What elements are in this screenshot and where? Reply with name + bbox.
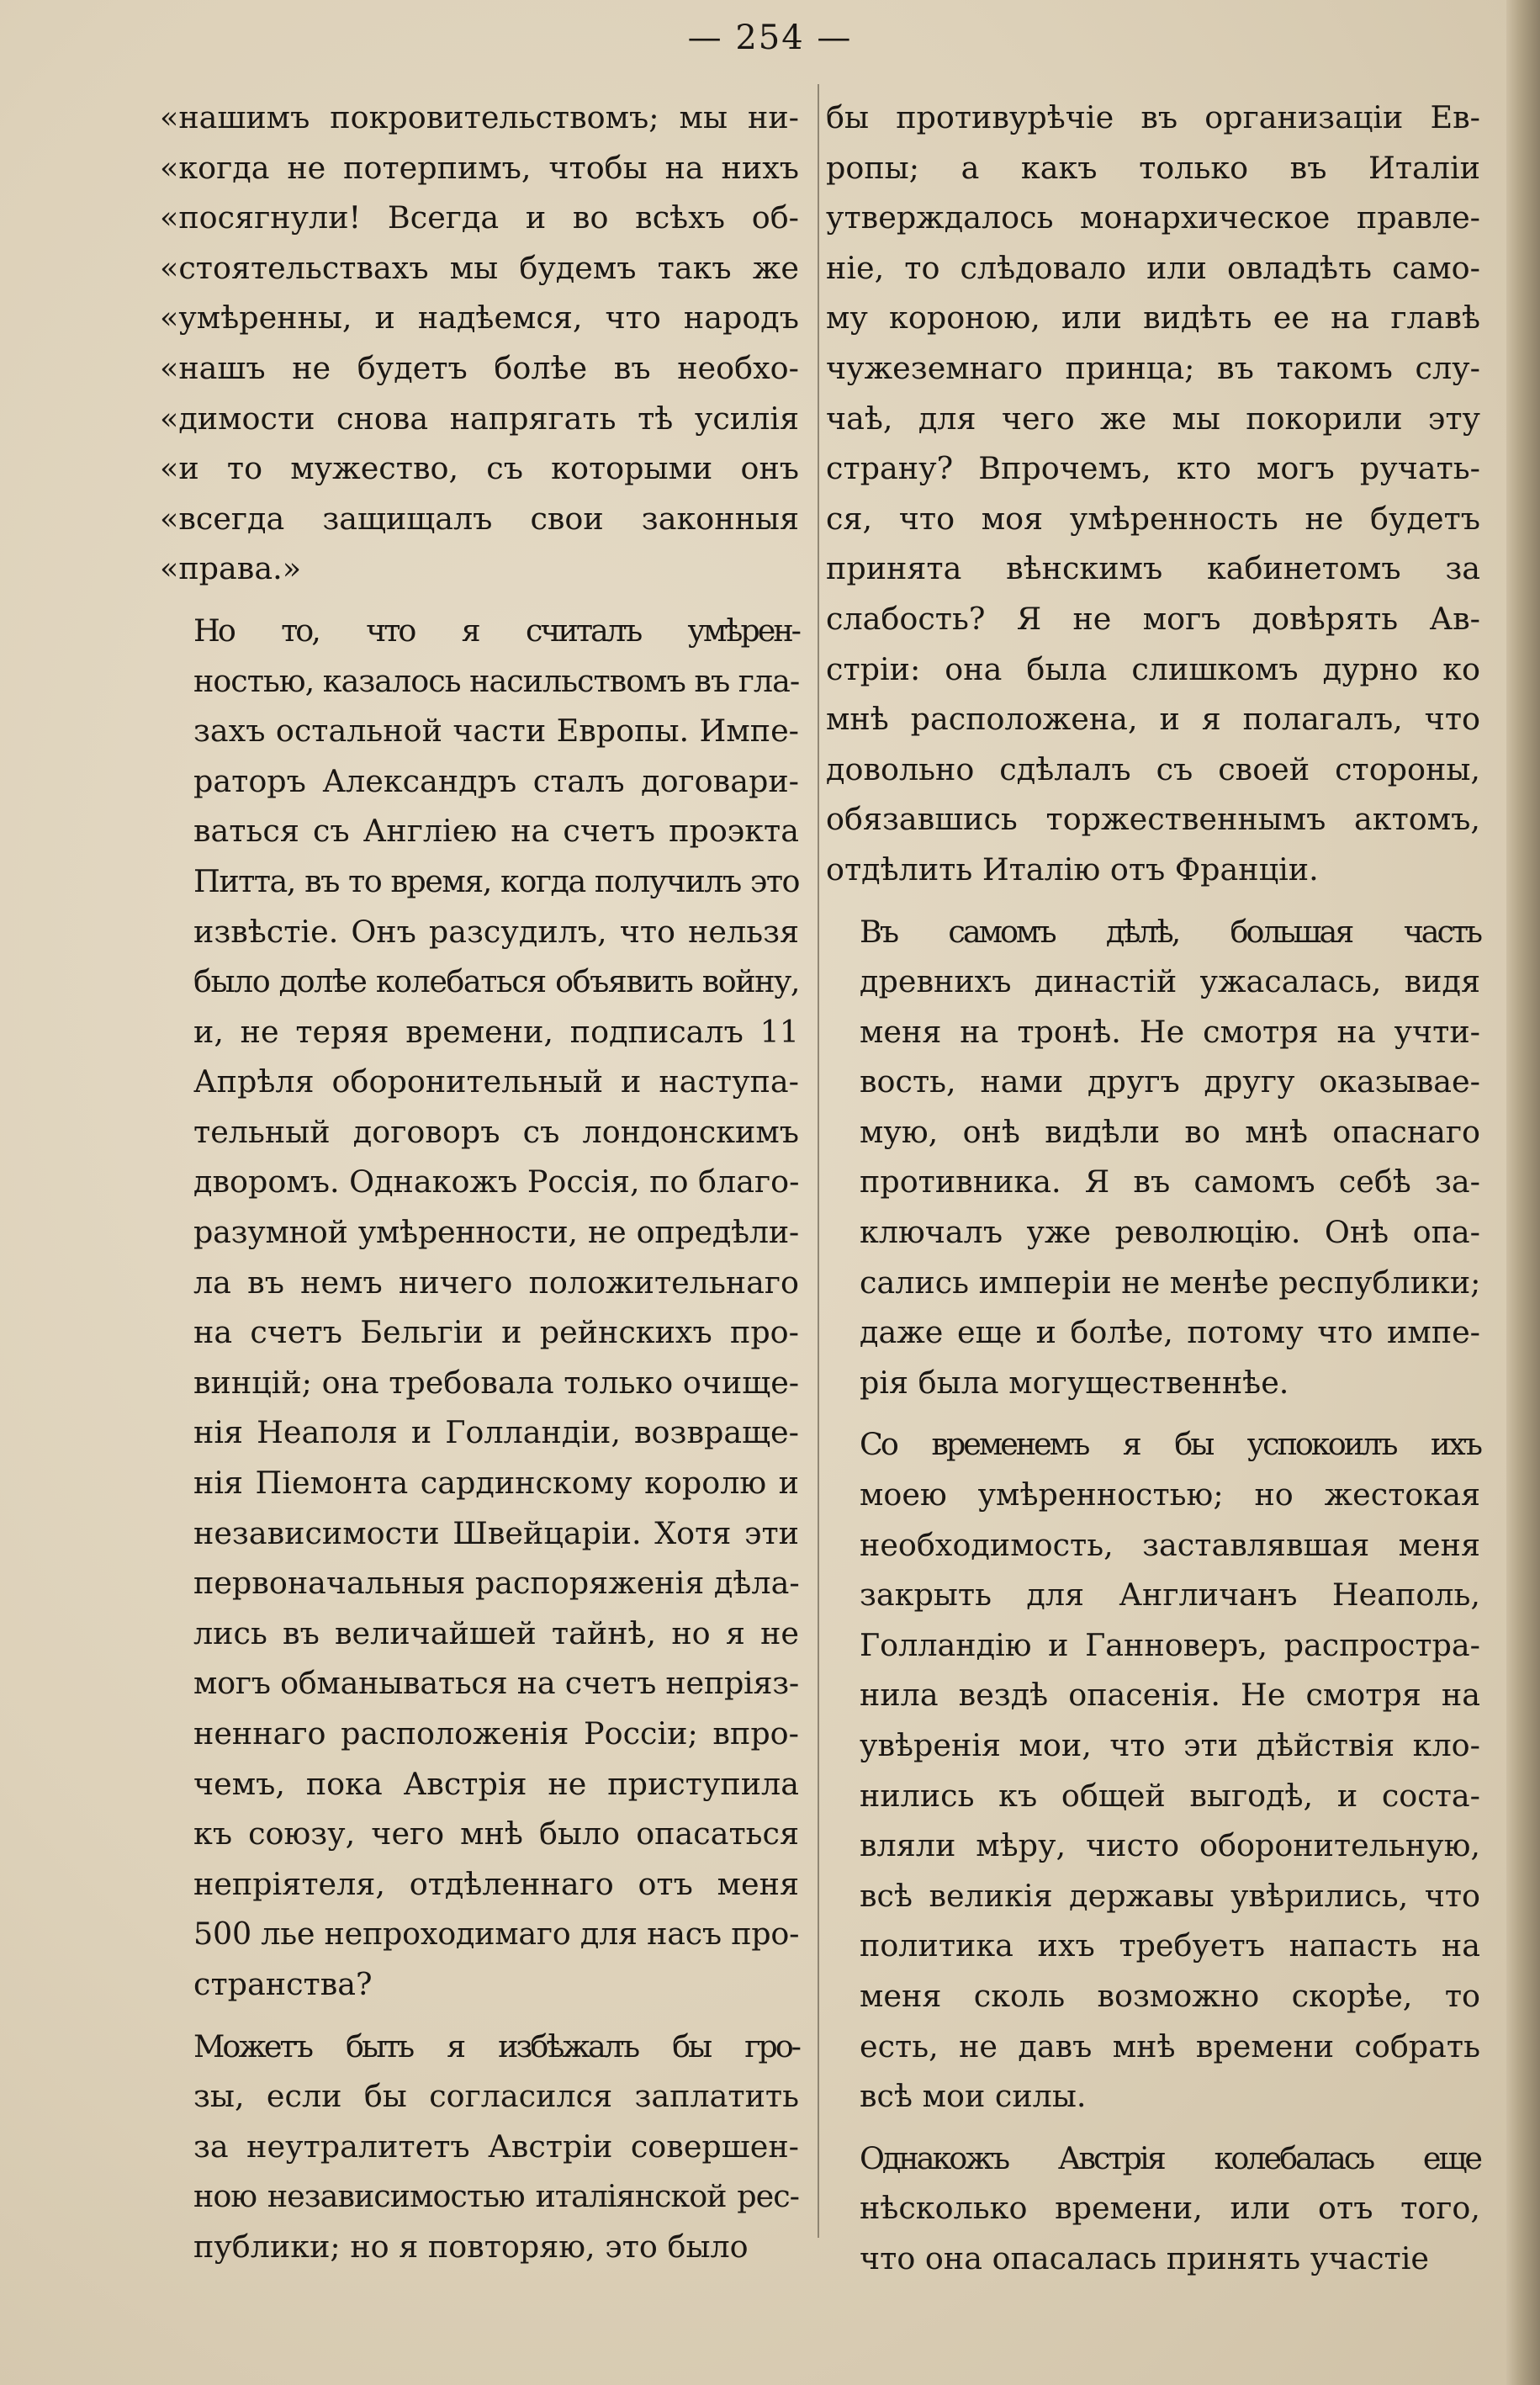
text-line: всѣ мои силы.	[860, 2078, 1087, 2115]
text-line: древнихъ династій ужасалась, видя	[860, 963, 1480, 1000]
text-line: нила вездѣ опасенія. Не смотря на	[860, 1677, 1480, 1714]
text-line: и, не теряя времени, подписалъ 11	[193, 1013, 799, 1050]
text-line: захъ остальной части Европы. Импе-	[193, 713, 799, 750]
column-divider	[818, 84, 819, 2238]
text-line: меня на тронѣ. Не смотря на учти-	[860, 1013, 1480, 1050]
text-line: обязавшись торжественнымъ актомъ,	[826, 801, 1480, 838]
text-line: «когда не потерпимъ, чтобы на нихъ	[160, 149, 799, 186]
paragraph	[160, 606, 799, 2010]
paragraph	[826, 1419, 1480, 2121]
text-line: меня сколь возможно скорѣе, то	[860, 1977, 1480, 2014]
text-line: му короною, или видѣть ее на главѣ	[826, 299, 1480, 337]
text-line: чаѣ, для чего же мы покорили эту	[826, 400, 1480, 437]
text-line: Голландію и Ганноверъ, распростра-	[860, 1626, 1480, 1663]
paragraph	[826, 2133, 1480, 2284]
text-line: нія Неаполя и Голландіи, возвраще-	[193, 1414, 799, 1451]
text-line: неннаго расположенія Россіи; впро-	[193, 1715, 799, 1752]
text-line: утверждалось монархическое правле-	[826, 199, 1480, 236]
text-line: сались имперіи не менѣе республики;	[860, 1264, 1481, 1301]
text-line: чужеземнаго принца; въ такомъ слу-	[826, 349, 1480, 386]
text-line: лись въ величайшей тайнѣ, но я не	[193, 1614, 799, 1651]
text-line: Но то, что я считалъ умѣрен-	[193, 612, 799, 649]
text-line: нѣсколько времени, или отъ того,	[860, 2190, 1480, 2227]
text-line: Питта, въ то время, когда получилъ это	[193, 862, 799, 899]
text-line: ся, что моя умѣренность не будетъ	[826, 500, 1480, 537]
text-line: «стоятельствахъ мы будемъ такъ же	[160, 249, 799, 286]
text-line: моею умѣренностью; но жестокая	[860, 1476, 1480, 1513]
text-line: «нашимъ покровительствомъ; мы ни-	[160, 99, 799, 135]
page-number: — 254 —	[687, 19, 853, 57]
text-line: бы противурѣчіе въ организаціи Ев-	[826, 99, 1480, 135]
text-line: публики; но я повторяю, это было	[193, 2228, 749, 2265]
text-line: слабость? Я не могъ довѣрять Ав-	[826, 600, 1480, 637]
text-line: непріятеля, отдѣленнаго отъ меня	[193, 1865, 799, 1902]
text-line: ключалъ уже революцію. Онѣ опа-	[860, 1214, 1480, 1251]
text-line: всѣ великія державы увѣрились, что	[860, 1877, 1480, 1914]
text-line: дворомъ. Однакожъ Россія, по благо-	[193, 1163, 800, 1200]
paragraph	[160, 2022, 799, 2272]
text-line: извѣстіе. Онъ разсудилъ, что нельзя	[193, 913, 799, 950]
text-line: разумной умѣренности, не опредѣли-	[193, 1214, 799, 1251]
right-column	[826, 93, 1480, 2296]
text-line: винцій; она требовала только очище-	[193, 1364, 800, 1401]
text-line: необходимость, заставлявшая меня	[860, 1526, 1480, 1563]
text-line: вость, нами другъ другу оказывае-	[860, 1063, 1480, 1100]
text-line: «умѣренны, и надѣемся, что народъ	[160, 299, 799, 337]
page-edge	[1506, 0, 1540, 2385]
text-line: «всегда защищалъ свои законныя	[160, 500, 799, 537]
text-line: ною независимостью италіянской рес-	[193, 2178, 799, 2215]
text-line: «нашъ не будетъ болѣе въ необхо-	[160, 349, 799, 386]
text-line: «и то мужество, съ которыми онъ	[160, 450, 799, 487]
text-line: отдѣлить Италію отъ Франціи.	[826, 851, 1319, 888]
text-line: было долѣе колебаться объявить войну,	[193, 963, 799, 1000]
text-line: мую, онѣ видѣли во мнѣ опаснаго	[860, 1113, 1480, 1150]
text-line: Апрѣля оборонительный и наступа-	[193, 1063, 799, 1100]
paragraph	[826, 907, 1480, 1408]
text-line: стріи: она была слишкомъ дурно ко	[826, 650, 1480, 687]
paragraph	[826, 93, 1480, 895]
text-line: раторъ Александръ сталъ договари-	[193, 762, 799, 799]
text-line: что она опасалась принять участіе	[860, 2239, 1430, 2276]
text-line: «посягнули! Всегда и во всѣхъ об-	[160, 199, 799, 236]
text-line: страну? Впрочемъ, кто могъ ручать-	[826, 450, 1480, 487]
text-line: увѣренія мои, что эти дѣйствія кло-	[860, 1727, 1480, 1763]
text-line: политика ихъ требуетъ напасть на	[860, 1927, 1480, 1964]
text-line: нія Піемонта сардинскому королю и	[193, 1465, 799, 1502]
text-line: ніе, то слѣдовало или овладѣть само-	[826, 249, 1480, 286]
text-line: ропы; а какъ только въ Италіи	[826, 149, 1480, 186]
text-line: Въ самомъ дѣлѣ, большая часть	[860, 913, 1480, 950]
text-line: на счетъ Бельгіи и рейнскихъ про-	[193, 1314, 799, 1351]
text-line: за неутралитетъ Австріи совершен-	[193, 2128, 799, 2165]
text-line: мнѣ расположена, и я полагалъ, что	[826, 701, 1480, 738]
text-line: вляли мѣру, чисто оборонительную,	[860, 1827, 1480, 1864]
text-line: Можетъ быть я избѣжалъ бы гро-	[193, 2027, 799, 2064]
text-line: чемъ, пока Австрія не приступила	[193, 1765, 799, 1802]
text-line: ла въ немъ ничего положительнаго	[193, 1264, 799, 1301]
text-line: странства?	[193, 1965, 373, 2002]
text-line: 500 лье непроходимаго для насъ про-	[193, 1916, 800, 1953]
paragraph	[160, 93, 799, 594]
text-line: первоначальныя распоряженія дѣла-	[193, 1565, 800, 1602]
text-line: ностью, казалось насильствомъ въ гла-	[193, 662, 800, 699]
text-line: рія была могущественнѣе.	[860, 1364, 1289, 1401]
text-line: независимости Швейцаріи. Хотя эти	[193, 1514, 799, 1551]
left-column	[160, 93, 799, 2284]
text-line: тельный договоръ съ лондонскимъ	[193, 1113, 799, 1150]
text-line: могъ обманываться на счетъ непріяз-	[193, 1665, 799, 1702]
text-line: «права.»	[160, 550, 302, 587]
text-line: «димости снова напрягать тѣ усилія	[160, 400, 799, 437]
text-line: къ союзу, чего мнѣ было опасаться	[193, 1815, 799, 1852]
text-line: есть, не давъ мнѣ времени собрать	[860, 2027, 1480, 2064]
text-line: закрыть для Англичанъ Неаполь,	[860, 1577, 1480, 1614]
text-line: довольно сдѣлалъ съ своей стороны,	[826, 750, 1480, 787]
text-line: ваться съ Англіею на счетъ проэкта	[193, 813, 799, 850]
text-line: Со временемъ я бы успокоилъ ихъ	[860, 1426, 1480, 1463]
text-line: нились къ общей выгодѣ, и соста-	[860, 1777, 1480, 1814]
text-line: противника. Я въ самомъ себѣ за-	[860, 1163, 1480, 1200]
text-line: даже еще и болѣе, потому что импе-	[860, 1314, 1480, 1351]
text-line: Однакожъ Австрія колебалась еще	[860, 2139, 1480, 2176]
text-line: зы, если бы согласился заплатить	[193, 2078, 799, 2115]
text-line: принята вѣнскимъ кабинетомъ за	[826, 550, 1480, 587]
